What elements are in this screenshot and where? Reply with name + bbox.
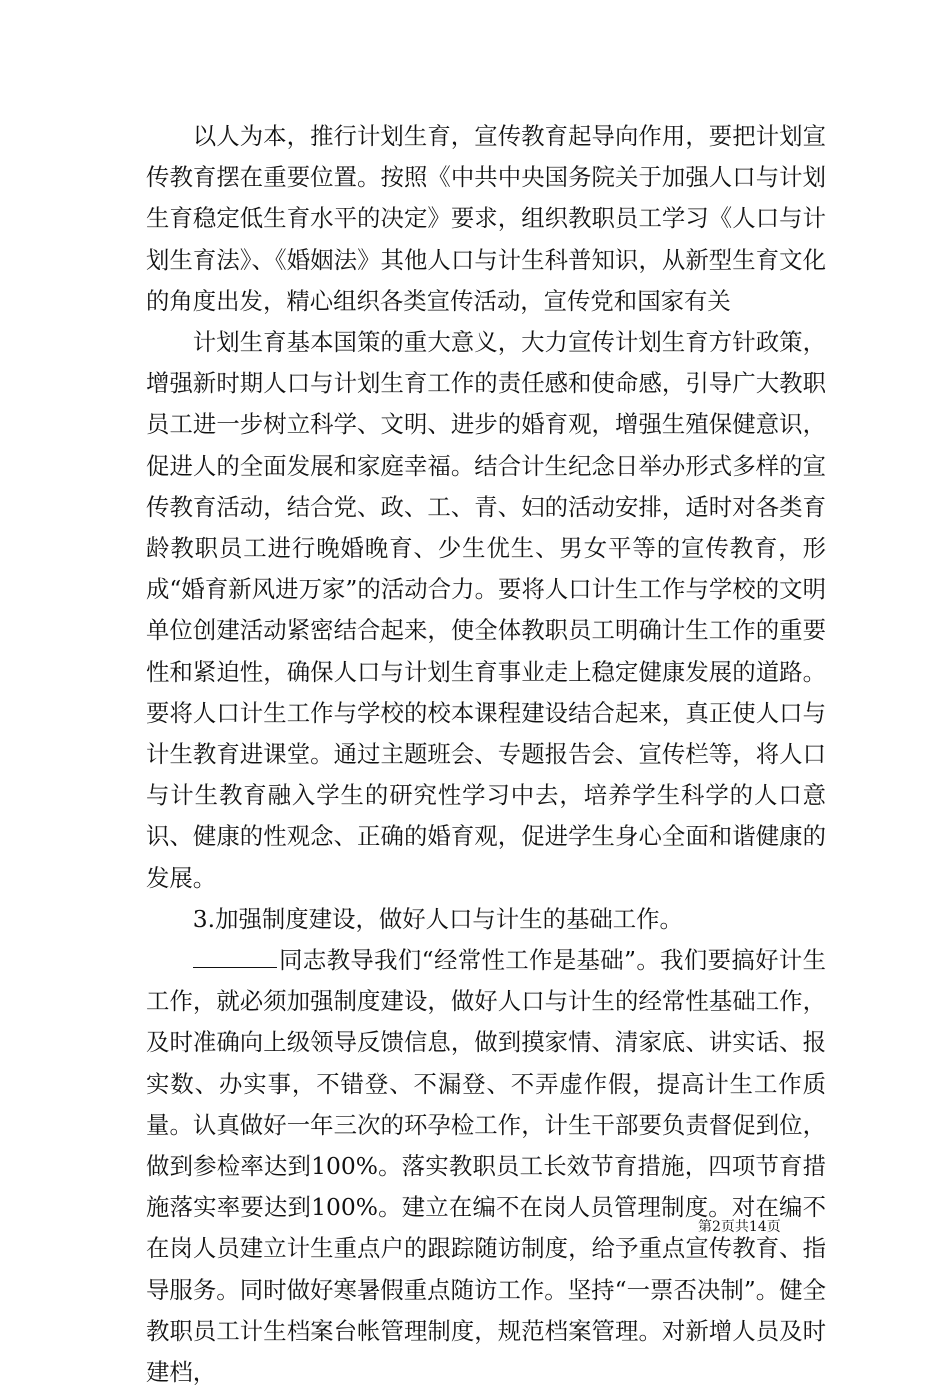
- blank-line: [193, 943, 277, 968]
- current-page-number: 2: [712, 1219, 721, 1235]
- page-label-prefix: 第: [698, 1219, 712, 1235]
- paragraph-4: [146, 940, 826, 1393]
- document-body: [146, 116, 826, 1393]
- paragraph-2: 计划生育基本国策的重大意义，大力宣传计划生育方针政策，增强新时期人口与计划生育工作的责任感和使命感，引导广大教职员工进一步树立科学、文明、进步的婚育观，增强生殖保健意识，促进人的全面发展和家庭幸福。结合计生纪念日举办形式多样的宣传教育活动，结合党、政、工、青、妇的活动安排，适时对各类育龄教职员工进行晚婚晚育、少生优生、男女平等的宣传教育，形成“婚育新风进万家”的活动合力。要将人口计生工作与学校的文明单位创建活动紧密结合起来，使全体教职员工明确计生工作的重要性和紧迫性，确保人口与计划生育事业走上稳定健康发展的道路。要将人口计生工作与学校的校本课程建设结合起来，真正使人口与计生教育进课堂。通过主题班会、专题报告会、宣传栏等，将人口与计生教育融入学生的研究性学习中去，培养学生科学的人口意识、健康的性观念、正确的婚育观，促进学生身心全面和谐健康的发展。: [146, 328, 826, 892]
- section-heading-3: 3.加强制度建设，做好人口与计生的基础工作。: [192, 904, 683, 933]
- paragraph-4-text: 同志教导我们“经常性工作是基础”。我们要搞好计生工作，就必须加强制度建设，做好人口与计生的经常性基础工作，及时准确向上级领导反馈信息，做到摸家情、清家底、讲实话、报实数、办实事，不错登、不漏登、不弄虚作假，提高计生工作质量。认真做好一年三次的环孕检工作，计生干部要负责督促到位，做到参检率达到100%。落实教职员工长效节育措施，四项节育措施落实率要达到100%。建立在编不在岗人员管理制度。对在编不在岗人员建立计生重点户的跟踪随访制度，给予重点宣传教育、指导服务。同时做好寒暑假重点随访工作。坚持“一票否决制”。健全教职员工计生档案台帐管理制度，规范档案管理。对新增人员及时建档，: [146, 946, 826, 1387]
- page-label-middle: 页共: [720, 1219, 749, 1235]
- page-label-suffix: 页: [766, 1219, 781, 1235]
- total-page-number: 14: [748, 1219, 767, 1235]
- paragraph-1: 以人为本，推行计划生育，宣传教育起导向作用，要把计划宣传教育摆在重要位置。按照《中共中央国务院关于加强人口与计划生育稳定低生育水平的决定》要求，组织教职员工学习《人口与计划生育法》、《婚姻法》其他人口与计生科普知识，从新型生育文化的角度出发，精心组织各类宣传活动，宣传党和国家有关: [146, 122, 826, 315]
- page-footer: [698, 1218, 848, 1236]
